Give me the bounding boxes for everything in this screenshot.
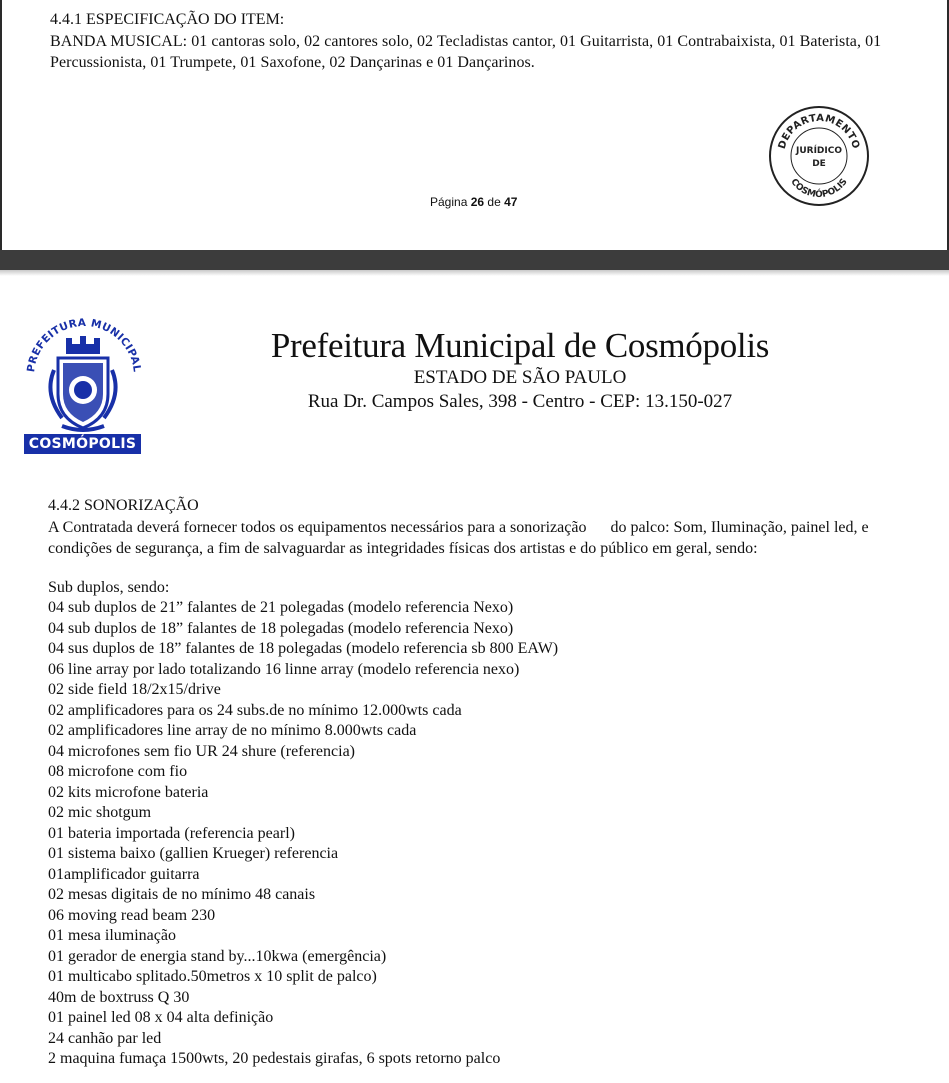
list-item: 02 mic shotgum (48, 804, 152, 821)
item-specification-text: BANDA MUSICAL: 01 cantoras solo, 02 cantores solo, 02 Tecladistas cantor, 01 Guitarrista, 01 Contrabaixista, 01 Baterista, 01 Percussionista, 01 Trumpete, 01 Saxofone, 02 Dançarinas e 01 Dançarinos. (50, 33, 882, 71)
stamp-top-text: DEPARTAMENTO (776, 112, 862, 151)
organization-name: Prefeitura Municipal de Cosmópolis (270, 326, 770, 365)
list-item: 01 sistema baixo (gallien Krueger) referencia (48, 845, 339, 862)
previous-page (0, 0, 949, 250)
list-item: 02 amplificadores line array de no mínimo 8.000wts cada (48, 722, 417, 739)
page-number (430, 195, 517, 209)
list-item: 04 sub duplos de 21” falantes de 21 polegadas (modelo referencia Nexo) (48, 599, 514, 616)
list-item: 01 painel led 08 x 04 alta definição (48, 1009, 274, 1026)
municipal-crest-logo (22, 314, 144, 454)
list-item: 01 bateria importada (referencia pearl) (48, 824, 295, 842)
list-item: 06 moving read beam 230 (48, 906, 216, 924)
organization-state: ESTADO DE SÃO PAULO (413, 367, 627, 388)
list-item: 06 line array por lado totalizando 16 linne array (modelo referencia nexo) (48, 660, 520, 678)
list-item: 24 canhão par led (48, 1029, 162, 1047)
list-item: 02 mesas digitais de no mínimo 48 canais (48, 886, 316, 903)
list-item: 2 maquina fumaça 1500wts, 20 pedestais girafas, 6 spots retorno palco (48, 1050, 501, 1067)
sound-section-title: 4.4.2 SONORIZAÇÃO (48, 497, 199, 514)
list-item: 01 multicabo splitado.50metros x 10 split de palco) (48, 968, 377, 985)
list-item: 02 kits microfone bateria (48, 783, 209, 801)
organization-address: Rua Dr. Campos Sales, 398 - Centro - CEP: 13.150-027 (307, 391, 733, 412)
crest-label: COSMÓPOLIS (24, 434, 141, 454)
stamp-middle-text: JURÍDICO (795, 146, 843, 156)
equipment-list (48, 598, 558, 1070)
page-separator (0, 250, 949, 270)
list-item: 01 mesa iluminação (48, 927, 176, 944)
sound-section-intro: A Contratada deverá fornecer todos os equipamentos necessários para a sonorização do palco: Som, Iluminação, painel led, e condições de segurança, a fim de salvaguardar as integridades físicas dos artistas e do público em geral, sendo: (48, 519, 873, 557)
list-item: 04 sus duplos de 18” falantes de 18 polegadas (modelo referencia sb 800 EAW) (48, 640, 559, 657)
legal-department-stamp (767, 104, 871, 208)
page-label: Página (430, 195, 468, 209)
crest-arc-text: PREFEITURA MUNICIPAL (25, 316, 143, 373)
list-item: 02 side field 18/2x15/drive (48, 681, 221, 698)
current-page (0, 276, 949, 1083)
page-of: de (487, 195, 501, 209)
list-item: 01 gerador de energia stand by...10kwa (emergência) (48, 947, 387, 965)
svg-text:DEPARTAMENTO (777, 113, 862, 151)
page-total: 47 (504, 195, 518, 209)
page-current: 26 (470, 195, 485, 209)
list-item: 40m de boxtruss Q 30 (48, 988, 190, 1006)
list-item: 02 amplificadores para os 24 subs.de no mínimo 12.000wts cada (48, 701, 462, 719)
svg-text:COSMÓPOLIS (788, 177, 849, 200)
stamp-de-text: DE (812, 159, 826, 169)
list-item: 01amplificador guitarra (48, 865, 200, 883)
list-item: 04 microfones sem fio UR 24 shure (referencia) (48, 742, 355, 760)
list-item: 04 sub duplos de 18” falantes de 18 polegadas (modelo referencia Nexo) (48, 619, 514, 637)
item-specification-title: 4.4.1 ESPECIFICAÇÃO DO ITEM: (50, 11, 285, 28)
list-item: 08 microfone com fio (48, 763, 188, 780)
equipment-list-heading: Sub duplos, sendo: (48, 579, 170, 596)
stamp-bottom-text: COSMÓPOLIS (788, 177, 850, 201)
